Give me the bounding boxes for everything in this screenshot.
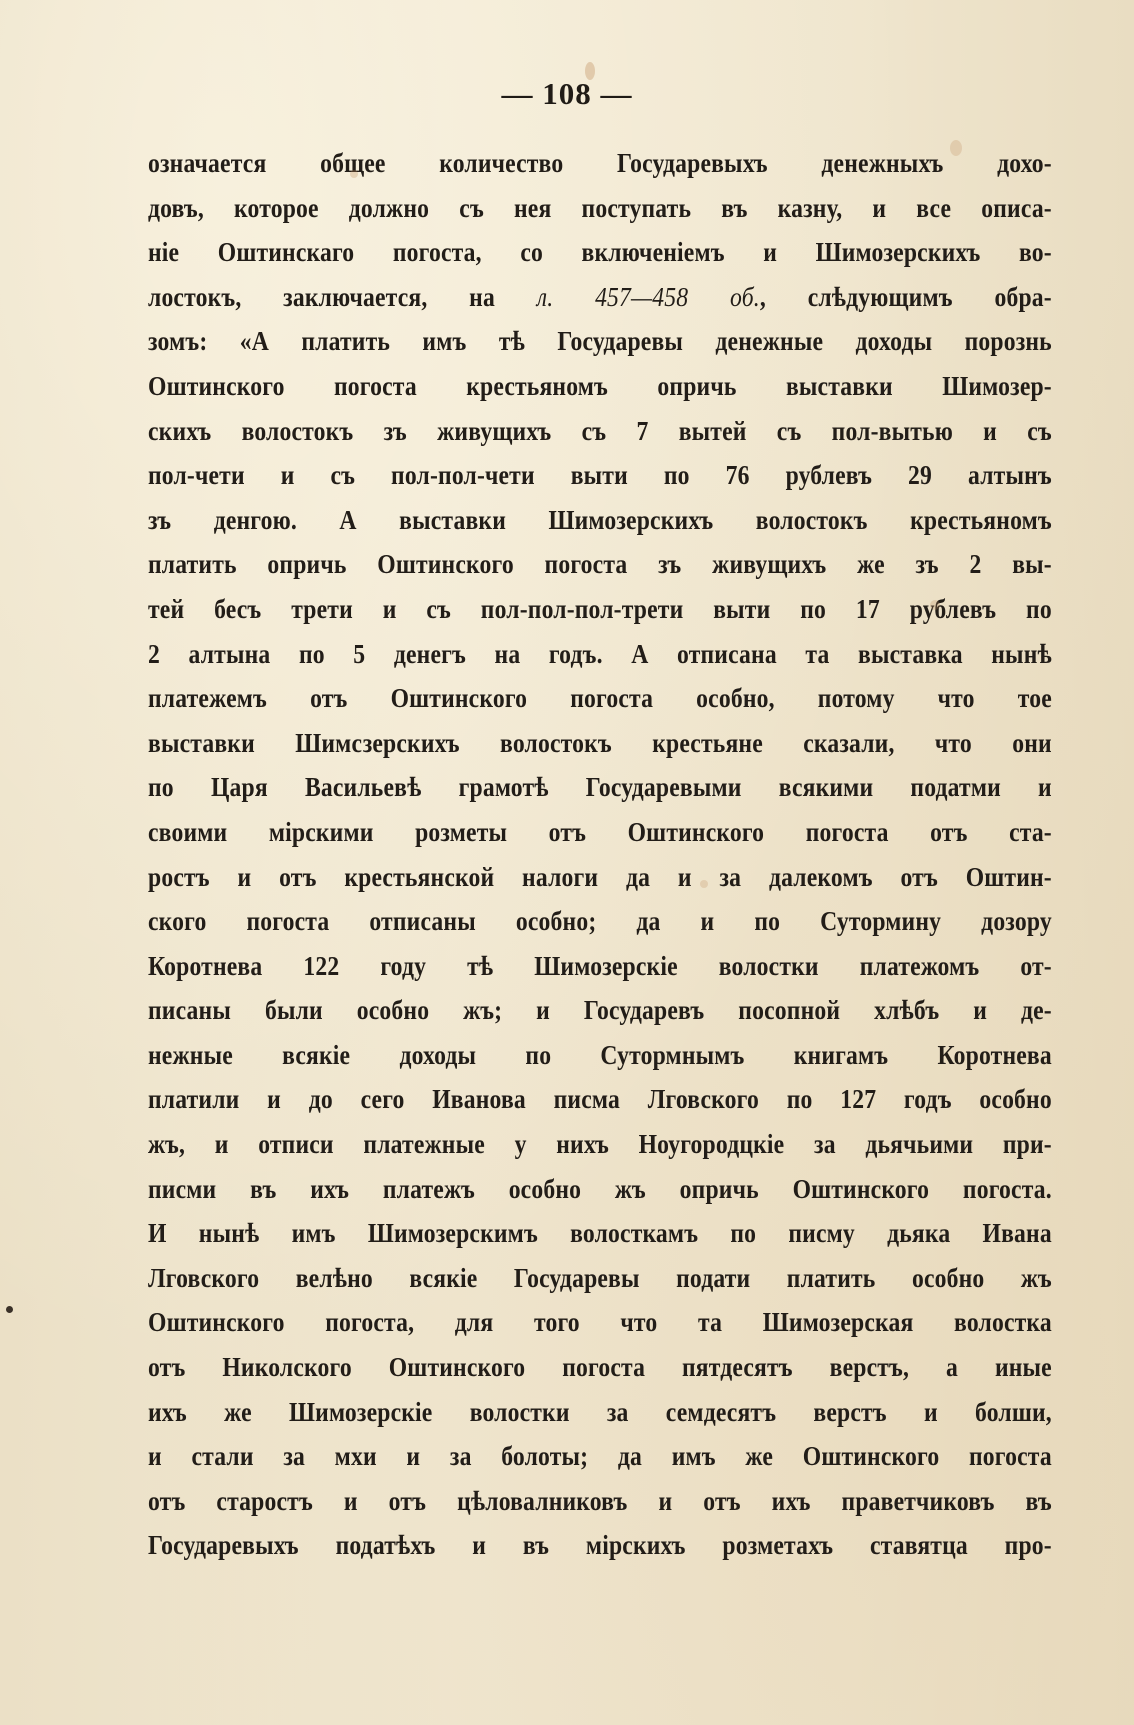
- text-line: [148, 275, 1052, 320]
- margin-ink-dot: [6, 1306, 13, 1313]
- text-line: ского погоста отписаны особно; да и по Сутормину дозору: [148, 905, 1052, 937]
- text-line: означается общее количество Государевыхъ денежныхъ дохо-: [148, 147, 1052, 178]
- text-line: выставки Шимсзерскихъ волостокъ крестьяне сказали, что они: [148, 726, 1052, 758]
- text-line: писаны были особно жъ; и Государевъ посопной хлѣбъ и де-: [148, 994, 1052, 1026]
- text-line: Коротнева 122 году тѣ Шимозерскіе волостки платежомъ от-: [148, 949, 1052, 981]
- text-line: платить опричь Оштинского погоста зъ живущихъ же зъ 2 вы-: [148, 548, 1052, 580]
- text-line: 2 алтына по 5 денегъ на годъ. А отписана та выставка нынѣ: [148, 637, 1052, 669]
- text-line: довъ, которое должно съ нея поступать въ казну, и все описа-: [148, 191, 1052, 223]
- text-line: отъ Николского Оштинского погоста пятдесятъ верстъ, а иные: [148, 1351, 1052, 1383]
- text-line: пол-чети и съ пол-пол-чети выти по 76 рублевъ 29 алтынъ: [148, 459, 1052, 491]
- text-line: зомъ: «А платить имъ тѣ Государевы денежные доходы порознь: [148, 325, 1052, 357]
- text-line: И нынѣ имъ Шимозерскимъ волосткамъ по писму дьяка Ивана: [148, 1217, 1052, 1249]
- text-line: по Царя Васильевѣ грамотѣ Государевыми всякими податми и: [148, 771, 1052, 803]
- text-line: платили и до сего Иванова писма Лговского по 127 годъ особно: [148, 1083, 1052, 1115]
- page-number: — 108 —: [501, 76, 633, 111]
- text-line: ніе Оштинскаго погоста, со включеніемъ и Шимозерскихъ во-: [148, 236, 1052, 268]
- text-line: ихъ же Шимозерскіе волостки за семдесятъ верстъ и болши,: [148, 1395, 1052, 1427]
- text-line: платежемъ отъ Оштинского погоста особно, потому что тое: [148, 682, 1052, 714]
- text-segment: лостокъ, заключается, на: [148, 280, 537, 312]
- text-line: Лговского велѣно всякіе Государевы подати платить особно жъ: [148, 1261, 1052, 1293]
- text-line: тей бесъ трети и съ пол-пол-пол-трети выти по 17 рублевъ по: [148, 592, 1052, 624]
- text-line: своими мірскими розметы отъ Оштинского погоста отъ ста-: [148, 815, 1052, 847]
- folio-reference: л. 457—458 об.: [536, 280, 760, 312]
- text-line: скихъ волостокъ зъ живущихъ съ 7 вытей съ пол-вытью и съ: [148, 414, 1052, 446]
- text-line: Оштинского погоста крестьяномъ опричь выставки Шимозер-: [148, 369, 1052, 401]
- text-line: Государевыхъ податѣхъ и въ мірскихъ розметахъ ставятца про-: [148, 1529, 1052, 1561]
- text-segment: , слѣдующимъ обра-: [759, 280, 1052, 312]
- text-line: ростъ и отъ крестьянской налоги да и за далекомъ отъ Оштин-: [148, 860, 1052, 892]
- text-line: Оштинского погоста, для того что та Шимозерская волостка: [148, 1306, 1052, 1338]
- text-line: отъ старостъ и отъ цѣловалниковъ и отъ ихъ праветчиковъ въ: [148, 1484, 1052, 1516]
- text-line: писми въ ихъ платежъ особно жъ опричь Оштинского погоста.: [148, 1172, 1052, 1204]
- text-line: нежные всякіе доходы по Сутормнымъ книгамъ Коротнева: [148, 1038, 1052, 1070]
- text-line: зъ денгою. А выставки Шимозерскихъ волостокъ крестьяномъ: [148, 503, 1052, 535]
- body-text: [148, 141, 1052, 1568]
- text-line: и стали за мхи и за болоты; да имъ же Оштинского погоста: [148, 1440, 1052, 1472]
- text-line: жъ, и отписи платежные у нихъ Ноугородцкіе за дьячьими при-: [148, 1128, 1052, 1160]
